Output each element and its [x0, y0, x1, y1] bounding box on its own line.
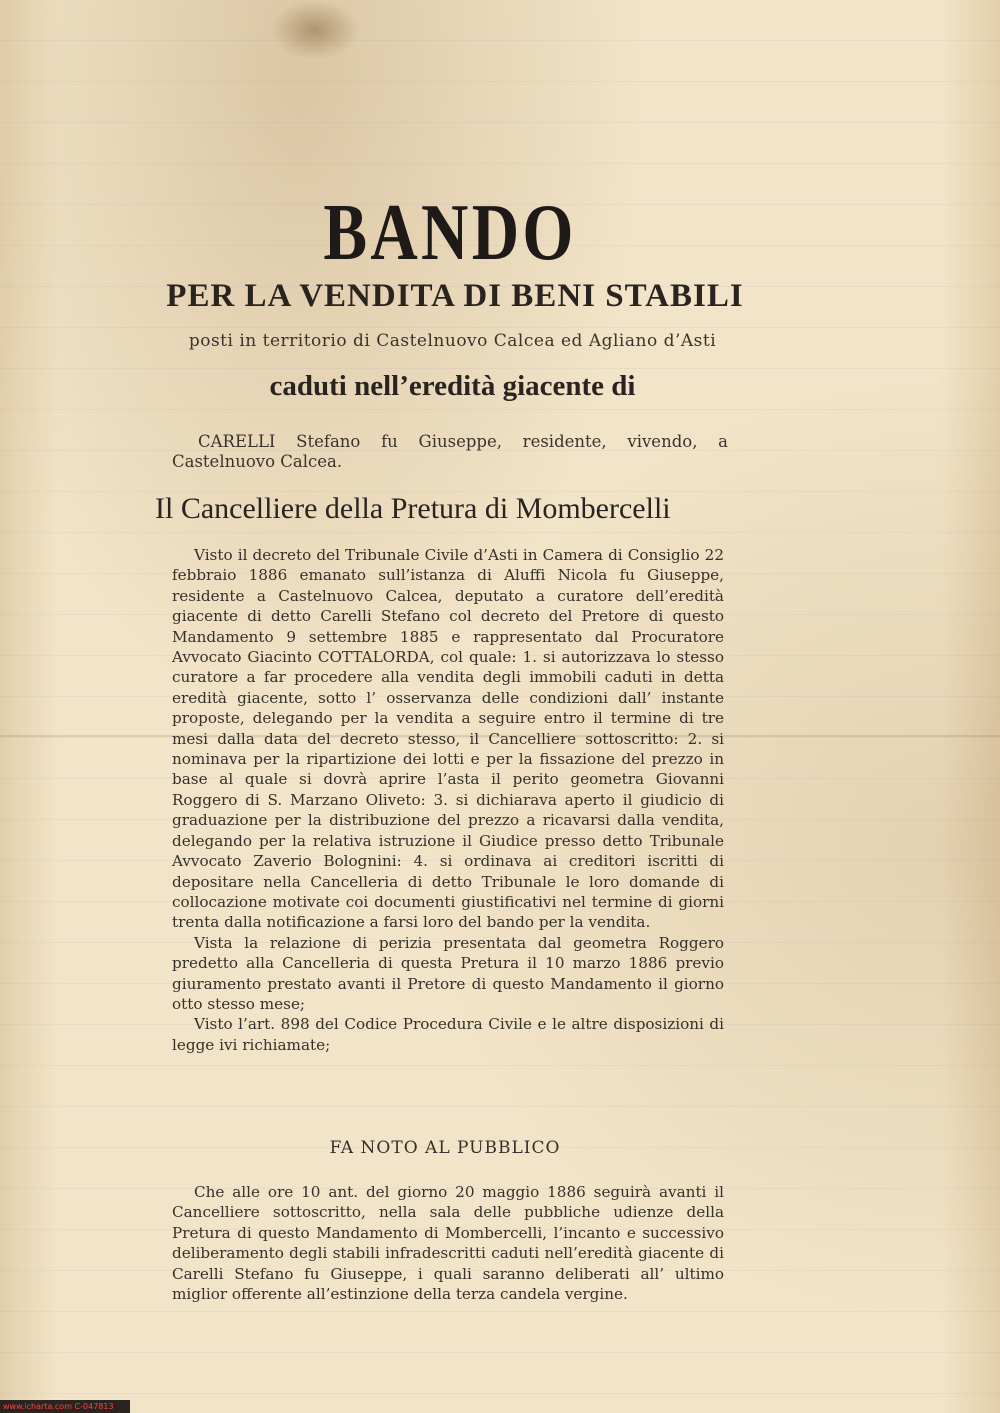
watermark-site: www.icharta.com	[3, 1402, 72, 1411]
document-subtitle: PER LA VENDITA DI BENI STABILI	[166, 278, 744, 314]
watermark-code: C-047813	[74, 1402, 114, 1411]
body-text-upper	[172, 545, 724, 1055]
paragraph-survey: Vista la relazione di perizia presentata dal geometra Roggero predetto alla Cancelleria di questa Pretura il 10 marzo 1886 previo giuramento prestato avanti il Pretore di questo Mandamento il giorno otto stesso mese;	[172, 933, 724, 1013]
document-title: BANDO	[323, 189, 577, 277]
notice-heading: FA NOTO AL PUBBLICO	[329, 1138, 561, 1158]
deceased-name: CARELLI Stefano fu Giuseppe, residente, vivendo, a Castelnuovo Calcea.	[172, 432, 728, 471]
paragraph-code: Visto l’art. 898 del Codice Procedura Civile e le altre disposizioni di legge ivi richiamate;	[172, 1015, 724, 1054]
paragraph-auction: Che alle ore 10 ant. del giorno 20 maggio 1886 seguirà avanti il Cancelliere sottoscritto, nella sala delle pubbliche udienze della Pretura di questo Mandamento di Mombercelli, l’incanto e successivo deliberamento degli stabili infradescritti caduti nell’eredità giacente di Carelli Stefano fu Giuseppe, i quali saranno deliberati all’ ultimo miglior offerente all’estinzione della terza candela vergine.	[172, 1183, 724, 1304]
chancellor-heading: Il Cancelliere della Pretura di Mombercelli	[155, 492, 671, 525]
heirs-line: caduti nell’eredità giacente di	[269, 370, 636, 402]
paper-stain	[270, 0, 360, 60]
body-text-lower	[172, 1182, 724, 1304]
paragraph-decree: Visto il decreto del Tribunale Civile d’Asti in Camera di Consiglio 22 febbraio 1886 emanato sull’istanza di Aluffi Nicola fu Giuseppe, residente a Castelnuovo Calcea, deputato a curatore dell’eredità giacente di detto Carelli Stefano col decreto del Pretore di questo Mandamento 9 settembre 1885 e rappresentato dal Procuratore Avvocato Giacinto COTTALORDA, col quale: 1. si autorizzava lo stesso curatore a far procedere alla vendita degli immobili caduti in detta eredità giacente, sotto l’ osservanza delle condizioni dall’ instante proposte, delegando per la vendita a seguire entro il termine di tre mesi dalla data del decreto stesso, il Cancelliere sottoscritto: 2. si nominava per la ripartizione dei lotti e per la fissazione del prezzo in base al quale si dovrà aprire l’asta il perito geometra Giovanni Roggero di S. Marzano Oliveto: 3. si dichiarava aperto il giudicio di graduazione per la distribuzione del prezzo a ricavarsi dalla vendita, delegando per la relativa istruzione il Giudice presso detto Tribunale Avvocato Zaverio Bolognini: 4. si ordinava ai creditori iscritti di depositare nella Cancelleria di detto Tribunale le loro domande di collocazione motivate coi documenti giustificativi nel termine di giorni trenta dalla notificazione a farsi loro del bando per la vendita.	[172, 546, 724, 932]
location-line: posti in territorio di Castelnuovo Calcea ed Agliano d’Asti	[188, 331, 717, 351]
watermark	[0, 1400, 130, 1413]
